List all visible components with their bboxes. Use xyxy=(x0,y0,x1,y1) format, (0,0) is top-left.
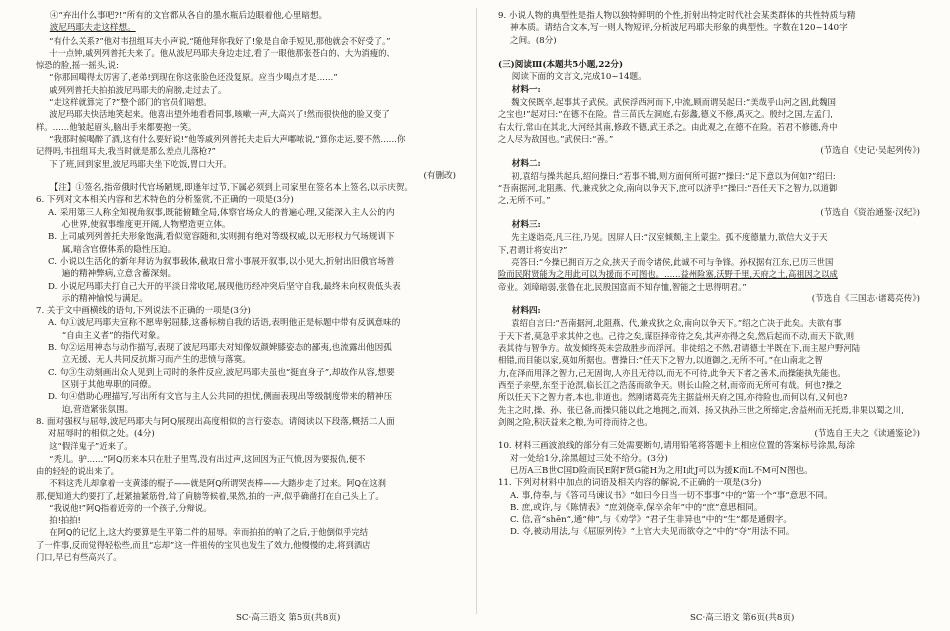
text-line: 波尼玛耶夫快活地笑起来。他喜出望外地看看同事,咳嗽一声,大高兴了!然而很快他的脸又变了 xyxy=(49,109,390,120)
text-line: 9. 小说人物的典型性是指人物以独特鲜明的个性,折射出特定时代社会某类群体的共性特质与精 xyxy=(498,11,856,21)
text-line: “吾南据河,北阻燕、代,兼戎狄之众,南向以争天下,庶可以济乎!”操曰:“吾任天下之智力,以道御 xyxy=(498,183,838,194)
text-line: (节选自《资治通鉴·汉纪》) xyxy=(820,207,920,218)
text-line: 那,便知道大约要打了,赶紧抽紧筋骨,耸了肩膀等候着,果然,拍的一声,似乎确凿打在自己头上了。 xyxy=(36,490,384,501)
text-line: 门口,早已有些高兴了。 xyxy=(36,552,122,563)
text-line: “我说他!”阿Q指着近旁的一个孩子,分辩说。 xyxy=(49,502,212,513)
text-line: 险而民附贤能为之用此可以为援而不可图也。……益州险塞,沃野千里,天府之土,高祖因之以成 xyxy=(498,269,838,280)
text-line: 在阿Q的记忆上,这大约要算是生平第二件的屈辱。幸而拍拍的响了之后,于他倒似乎完结 xyxy=(49,527,369,538)
text-line: 7. 关于文中画横线的语句,下列说法不正确的一项是(3分) xyxy=(36,306,251,317)
text-line: D. 小说尼玛耶夫打自己大开的平淡日常收尾,展现他历经冲突后坚守自我,最终未向权贵低头表 xyxy=(48,281,401,292)
text-line: 先主遂诣亮,凡三往,乃见。因屏人曰:“汉室倾颓,主上蒙尘。孤不度德量力,欲信大义于天 xyxy=(511,232,828,243)
text-line: 示的精神愉悦与满足。 xyxy=(61,293,148,304)
text-line: 心世界,使叙事维度更开阔,人物塑造更立体。 xyxy=(61,220,231,231)
text-line: 样。……他皱起眉头,脑出手来都要抱一笑。 xyxy=(36,121,197,132)
text-line: 相错,而目能以家,莫如所据也。曹操曰:“任天下之智力,以道御之,无所不可。”在山南北之智 xyxy=(498,355,823,366)
text-line: 了一件事,反而觉得轻松些,而且“忘却”这一件祖传的宝贝也发生了效力,他慢慢的走,将到酒店 xyxy=(36,539,371,550)
text-line: “我那时候喝醉了酒,这有什么要好说!”他等戚列列普托夫走后大声嘟哝说,“算你走运,要不然……你 xyxy=(49,133,406,144)
text-line: A. 句①波尼玛耶夫宣称不愿卑躬屈膝,这番标榜自我的话语,表明他正是标题中带有反讽意味的 xyxy=(48,318,401,329)
text-line: A. 事,侍奉,与《答司马谏议书》“如曰今日当一切不事事”中的“第一个“事”意思不同。 xyxy=(510,490,833,501)
text-line: 表其待与智争方。故发倾终英未尝敌胜步而浮河。非徒绍之不然,君请德士半既在下,而主屋户野河陆 xyxy=(498,343,861,354)
text-line: 遍的精神弊病,立意含蓄深刻。 xyxy=(61,269,177,280)
text-line: C. 信,音“shēn”,通“伸”,与《劝学》“君子生非异也”中的“生”都是通假字。 xyxy=(510,515,792,526)
text-line: 属,暗含官僚体系的隐性压迫。 xyxy=(61,244,177,255)
text-line: 剑阁之险,积沃益来之粮,为可待而待之也。 xyxy=(498,416,653,427)
text-line: 帝业。刘璋暗弱,张鲁在北,民殷国富而不知存恤,智能之士思得明君。” xyxy=(498,281,747,292)
text-line: “秃儿。驴……”阿Q历来本只在肚子里骂,没有出过声,这回因为正气愤,因为要报仇,便不 xyxy=(49,453,366,464)
text-line: 【注】①签名,指帝俄时代官场陋规,即逢年过节,下属必须到上司家里在签名本上签名,以示庆贺。 xyxy=(49,183,414,194)
text-line: 初,袁绍与操共起兵,绍问操曰:“若事不辑,则方面何所可据?”操曰:“足下意以为何如?”绍曰: xyxy=(511,170,836,181)
text-line: 神本质。请结合文本,写一则人物短评,分析波尼玛耶夫形象的典型性。字数在120~140字 xyxy=(510,23,848,34)
text-line: “你那回噶得太厉害了,老弟!到现在你这张脸色还没复原。应当少喝点才是……” xyxy=(49,72,338,83)
text-line: 迫,营造紧张氛围。 xyxy=(61,404,134,415)
text-line: (节选自王夫之《读通鉴论》) xyxy=(814,429,920,440)
text-line: 记得吗,韦扭组耳夫,我当时就是那么差点儿落枪?” xyxy=(36,146,216,157)
text-line: 11. 下列对材料中加点的词语及相关内容的解说,不正确的一项是(3分) xyxy=(498,478,762,489)
text-line: 于天下者,莫急乎求其仲之也。己待之矣,谋臣择帝待之矣,其声亦得之矣,然后起而不动,而天下欲,则 xyxy=(498,330,854,341)
text-line: ④“弃出什么事吧?!”所有的文官都从各自的墨水瓶后边眼着他,心里暗想。 xyxy=(49,11,328,21)
text-line: B. 庶,或许,与《陈情表》“庶刘侥幸,保卒余年”中的“庶”意思相同。 xyxy=(510,502,763,513)
text-line: “自由主义者”的指代对象。 xyxy=(61,330,166,341)
text-line: 十一点钟,戚列列普托夫来了。他从波尼玛耶夫身边走过,看了一眼他那张苍白的、大为消瘦的、 xyxy=(49,47,395,58)
text-line: 材料四: xyxy=(511,306,541,317)
text-line: 之宝也!”起对曰:“在德不在险。昔三苗氏左洞庭,右彭蠡,德义不修,禹灭之。殷纣之国,左孟门, xyxy=(498,109,833,120)
text-line: D. 句④借助心理描写,写出所有文官与主人公共同的担忧,侧面表现出等级制度带来的精神压 xyxy=(48,392,393,403)
text-line: C. 句③生动刻画出众人见到上司时的条件反应,波尼玛耶夫虽也“挺直身子”,却故作从容,想要 xyxy=(48,367,395,378)
text-line: 材料三: xyxy=(511,220,541,231)
text-line xyxy=(498,47,920,59)
right-page-column xyxy=(498,10,920,539)
text-line: 由的轻轻的说出来了。 xyxy=(36,465,119,476)
text-line: (节选自《三国志·诸葛亮传》) xyxy=(811,293,920,304)
text-line: 魏文侯既卒,起事其子武侯。武侯浮西河而下,中流,顾而谓吴起曰:“美哉乎山河之固,此魏国 xyxy=(511,97,836,108)
text-line: 材料一: xyxy=(511,84,541,95)
text-line: 右太行,常山在其北,大河经其南,修政不德,武王杀之。由此观之,在德不在险。若君不修德,舟中 xyxy=(498,121,838,132)
text-line: A. 采用第三人称全知视角叙事,既能俯瞰全局,体察官场众人的普遍心理,又能深入主人公的内 xyxy=(48,207,395,218)
text-line: “有什么关系?”他对韦扭组耳夫小声说,“随他拜你我好了!象是自命手短见,那他就会不好受了。” xyxy=(49,35,391,46)
text-line: 之,无所不可。” xyxy=(498,195,551,206)
text-line: 拍!拍拍! xyxy=(49,515,81,526)
text-line: 亮答曰:“今操已拥百万之众,挟天子而令诸侯,此诚不可与争锋。孙权据有江东,已历三世国 xyxy=(511,256,834,267)
text-line: 区别于其他卑职的同僚。 xyxy=(61,379,157,390)
text-line: 立无援、无人共同反抗斯习而产生的悲愤与落寞。 xyxy=(61,355,251,366)
footer-left-page-number: SC·高三语文 第5页(共8页) xyxy=(236,613,341,623)
text-line: 这“假洋鬼子”近来了。 xyxy=(49,441,133,452)
text-line: 8. 面对强权与屈辱,波尼玛耶夫与阿Q展现出高度相似的言行姿态。请阅读以下段落,概括二人面 xyxy=(36,416,395,427)
text-line: (三)阅读Ⅲ(本题共5小题,22分) xyxy=(498,60,624,71)
text-line: 材料二: xyxy=(511,158,541,169)
text-line: 所以任天下之智力者,本也,非道也。然刚诸葛亮先主据益州天府之国,亦待险也,而何以有,又何也? xyxy=(498,392,848,403)
text-line: 下,君谓计将安出?” xyxy=(498,244,568,255)
text-line: 惊恐的脸,摇一摇头,说: xyxy=(36,60,119,71)
text-line: “走这样就算完了?”整个部门的官员们暗想。 xyxy=(49,97,212,108)
text-line: 对一处给1分,涂黑超过三处不给分。(3分) xyxy=(510,453,668,464)
text-line: 之间。(8分) xyxy=(510,35,557,46)
text-line: 西至子亲壁,东至于沧溟,临长江之浩荡而欲争天。则长山险之材,而帝而无所可有哉。何也?操之 xyxy=(498,379,843,390)
text-line: 戚列列普托夫拍拍波尼玛耶夫的肩膀,走过去了。 xyxy=(49,84,227,95)
page-gutter-divider xyxy=(476,8,477,614)
text-line: 不料这秃儿却拿着一支黄漆的棍子——就是阿Q所谓哭丧棒——大踏步走了过来。阿Q在这刹 xyxy=(49,478,386,489)
text-line: C. 小说以生活化的新年拜访为叙事载体,截取日常小事展开叙事,以小见大,折射出旧俄官场普 xyxy=(48,256,395,267)
text-line: 10. 材料三画波浪线的部分有三处需要断句,请用铅笔将答题卡上相应位置的答案标号涂黑,每涂 xyxy=(498,441,856,452)
text-line: 6. 下列对文本相关内容和艺术特色的分析鉴赏,不正确的一项是(3分) xyxy=(36,195,294,206)
text-line: 先主之时,操、孙、张已备,而操只能以此之地拥之,而刘、扬又执孙三世之所缔定,舍益州而无托焉,非果以蜀之川, xyxy=(498,404,904,415)
text-line: (有删改) xyxy=(423,170,456,181)
text-line: 对屈辱时的相似之处。(4分) xyxy=(48,429,155,440)
text-line: (节选自《史记·吴起列传》) xyxy=(820,146,920,157)
text-line: 下了班,回到家里,波尼玛耶夫坐下吃饭,胃口大开。 xyxy=(49,158,232,169)
left-page-column xyxy=(36,10,456,563)
text-line: 阅读下面的文言文,完成10~14题。 xyxy=(511,72,647,83)
text-line: 已历A三B世C国D险而民E附F贤G能H为之用I此J可以为援K而L不M可N图也。 xyxy=(510,465,813,476)
text-line: B. 句②运用神态与动作描写,表现了波尼玛耶夫对知像奴颜婢膝姿态的鄙夷,也流露出他因孤 xyxy=(48,343,392,354)
text-line: 之人尽为敌国也。”武侯曰:“善。” xyxy=(498,133,614,144)
text-line: 力,在泽而用泽之智力,己无固询,人亦且无待以,而无不可待,此争天下者之善术,而操能执先能也。 xyxy=(498,367,846,378)
text-line: 波尼玛耶夫走这样想。 xyxy=(49,23,136,34)
text-line: B. 上司戚列列普托夫形象饱满,看似宽容随和,实则拥有绝对等级权威,以无形权力气场规训下 xyxy=(48,232,395,243)
footer-right-page-number: SC·高三语文 第6页(共8页) xyxy=(690,613,795,623)
text-line: 袁绍自言曰:“吾南据河,北阻燕、代,兼戎狄之众,南向以争天下。”绍之亡决于此矣。夫欲有事 xyxy=(511,318,842,329)
text-line: D. 夺,被动用法,与《屈原列传》“上官大夫见而欲夺之”中的“夺”用法不同。 xyxy=(510,527,795,538)
